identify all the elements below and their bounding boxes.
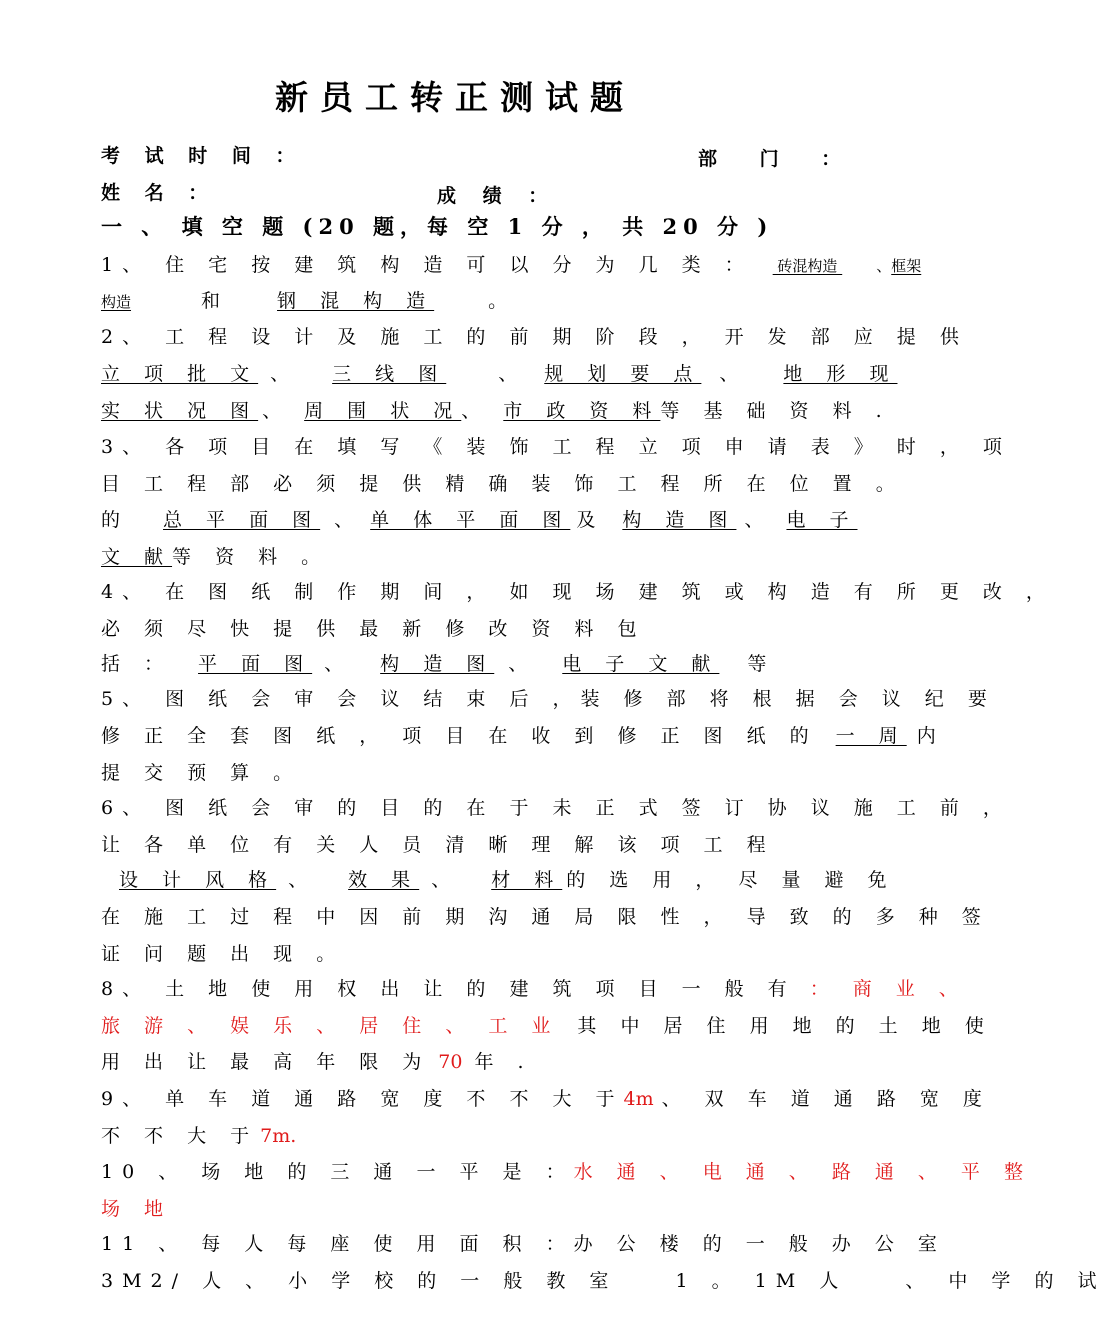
question-10-line-1: [101, 1160, 1032, 1184]
question-8-tail: 其 中 居 住 用 地 的 土 地 使: [577, 1015, 993, 1037]
question-3-answer-4a: 电 子: [786, 509, 858, 531]
question-6-answer-3: 材 料: [491, 869, 563, 891]
question-4-line-3: 括 ： 平 面 图 、 构 造 图 、 电 子 文 献 等: [101, 653, 776, 675]
question-9-answer-1: 4m: [623, 1088, 654, 1110]
question-3-answer-4b: 文 献: [101, 546, 173, 568]
question-1-line-2: [101, 289, 516, 314]
department-label: 部 门 ：: [698, 148, 859, 170]
question-3-line-4: [101, 545, 329, 569]
question-1-answer-3: 钢 混 构 造: [277, 290, 435, 312]
question-2-answer-6: 市 政 资 料: [503, 400, 661, 422]
question-8-answer-a: ： 商 业 、: [809, 978, 967, 1000]
question-1-and: 和: [201, 290, 230, 312]
question-2-line-2: 立 项 批 文 、 三 线 图 、 规 划 要 点 、 地 形 现: [101, 363, 898, 385]
question-4-line-2: 必 须 尽 快 提 供 最 新 修 改 资 料 包: [101, 618, 646, 640]
question-1-answer-2a: 框架: [891, 257, 922, 275]
question-3-ji: 及: [576, 509, 605, 531]
question-6-line-5: 证 问 题 出 现 。: [101, 943, 345, 965]
question-2-tail: 等 基 础 资 料 .: [660, 400, 891, 422]
question-9-text: 9、 单 车 道 通 路 宽 度 不 不 大 于: [101, 1088, 624, 1110]
question-5-nei: 内: [916, 725, 945, 747]
question-1-line-1: [101, 253, 921, 278]
question-8-c-tail: 年 .: [474, 1051, 533, 1073]
question-3-line-3: 的 总 平 面 图 、 单 体 平 面 图 及 构 造 图 、 电 子: [101, 509, 858, 531]
exam-time-label: 考 试 时 间 ：: [101, 145, 304, 167]
question-6-tail: 的 选 用 ， 尽 量 避 免: [566, 869, 896, 891]
question-2-answer-4b: 实 状 况 图: [101, 400, 259, 422]
question-2-answer-1: 立 项 批 文: [101, 363, 259, 385]
question-3-answer-1: 总 平 面 图: [163, 509, 321, 531]
question-2-answer-2: 三 线 图: [332, 363, 447, 385]
question-1-text: 1、 住 宅 按 建 筑 构 造 可 以 分 为 几 类 ：: [101, 254, 753, 276]
question-11-line-1: 11 、 每 人 每 座 使 用 面 积 ：办 公 楼 的 一 般 办 公 室: [101, 1233, 946, 1255]
question-4-answer-2: 构 造 图: [380, 653, 495, 675]
question-8-c: 用 出 让 最 高 年 限 为: [101, 1051, 431, 1073]
score-label: 成 绩 ：: [437, 185, 558, 207]
name-label: 姓 名 ：: [101, 182, 217, 204]
question-4-line-1: 4、 在 图 纸 制 作 期 间 ， 如 现 场 建 筑 或 构 造 有 所 更 改 ，: [101, 581, 1054, 603]
question-10-text: 10 、 场 地 的 三 通 一 平 是 ：: [101, 1161, 574, 1183]
question-5-line-3: 提 交 预 算 。: [101, 762, 302, 784]
question-4-c: 括 ：: [101, 653, 173, 675]
question-3-tail: 等 资 料 。: [172, 546, 330, 568]
question-8-line-3: [101, 1050, 533, 1074]
question-2-answer-3: 规 划 要 点: [544, 363, 702, 385]
question-3-answer-3: 构 造 图: [622, 509, 737, 531]
question-9-b: 不 不 大 于: [101, 1125, 259, 1147]
page-title: 新员工转正测试题: [275, 78, 635, 117]
question-6-line-4: 在 施 工 过 程 中 因 前 期 沟 通 局 限 性 ， 导 致 的 多 种 签: [101, 906, 990, 928]
question-8-line-2: [101, 1014, 993, 1038]
question-5-line-1: 5、 图 纸 会 审 会 议 结 束 后 ，装 修 部 将 根 据 会 议 纪 要: [101, 688, 996, 710]
question-3-line-1: 3、 各 项 目 在 填 写 《 装 饰 工 程 立 项 申 请 表 》 时 ， 项: [101, 436, 1011, 458]
question-2-line-1: 2、 工 程 设 计 及 施 工 的 前 期 阶 段 ， 开 发 部 应 提 供: [101, 326, 968, 348]
question-9-line-1: [101, 1087, 991, 1111]
question-1-answer-1: 砖混构造: [772, 257, 843, 275]
question-11-line-2: 3M2/ 人 、 小 学 校 的 一 般 教 室 1 。 1M 人 、 中 学 的 试: [101, 1270, 1106, 1292]
question-2-line-3: 实 状 况 图 、 周 围 状 况、 市 政 资 料等 基 础 资 料 .: [101, 400, 891, 422]
question-9-answer-2: 7m.: [260, 1125, 297, 1147]
question-3-line-2: 目 工 程 部 必 须 提 供 精 确 装 饰 工 程 所 在 位 置 。: [101, 473, 904, 495]
question-4-answer-3: 电 子 文 献: [562, 653, 720, 675]
question-4-tail: 等: [747, 653, 776, 675]
question-6-answer-2: 效 果: [348, 869, 420, 891]
question-8-text: 8、 土 地 使 用 权 出 让 的 建 筑 项 目 一 般 有: [101, 978, 796, 1000]
question-2-answer-5: 周 围 状 况: [304, 400, 462, 422]
question-6-answer-1: 设 计 风 格: [119, 869, 277, 891]
question-5-line-2: [101, 724, 945, 748]
question-1-answer-2b: 构造: [101, 293, 132, 311]
question-10-line-2: 场 地: [101, 1198, 173, 1220]
question-10-answer-a: 水 通 、 电 通 、 路 通 、 平 整: [573, 1161, 1032, 1183]
question-5-answer-1: 一 周: [835, 725, 907, 747]
question-5-text: 修 正 全 套 图 纸 ， 项 目 在 收 到 修 正 图 纸 的: [101, 725, 818, 747]
question-6-line-1: 6、 图 纸 会 审 的 目 的 在 于 未 正 式 签 订 协 议 施 工 前 ，: [101, 797, 1011, 819]
question-1-end: 。: [488, 290, 517, 312]
question-6-line-2: 让 各 单 位 有 关 人 员 清 晰 理 解 该 项 工 程: [101, 834, 775, 856]
question-8-answer-years: 70: [438, 1051, 463, 1073]
question-8-line-1: [101, 977, 967, 1001]
question-3-de: 的: [101, 509, 130, 531]
question-9-line-2: [101, 1124, 296, 1148]
question-2-answer-4a: 地 形 现: [783, 363, 898, 385]
question-6-line-3: 设 计 风 格 、 效 果 、 材 料 的 选 用 ， 尽 量 避 免: [101, 868, 896, 892]
section-heading: 一 、 填 空 题 (20 题，每 空 1 分 ， 共 20 分 ): [101, 214, 774, 239]
question-1-sep: 、: [876, 257, 892, 275]
question-9-tail: 、 双 车 道 通 路 宽 度: [661, 1088, 991, 1110]
question-4-answer-1: 平 面 图: [198, 653, 313, 675]
question-8-answer-b: 旅 游 、 娱 乐 、 居 住 、 工 业: [101, 1015, 560, 1037]
question-3-answer-2: 单 体 平 面 图: [370, 509, 571, 531]
